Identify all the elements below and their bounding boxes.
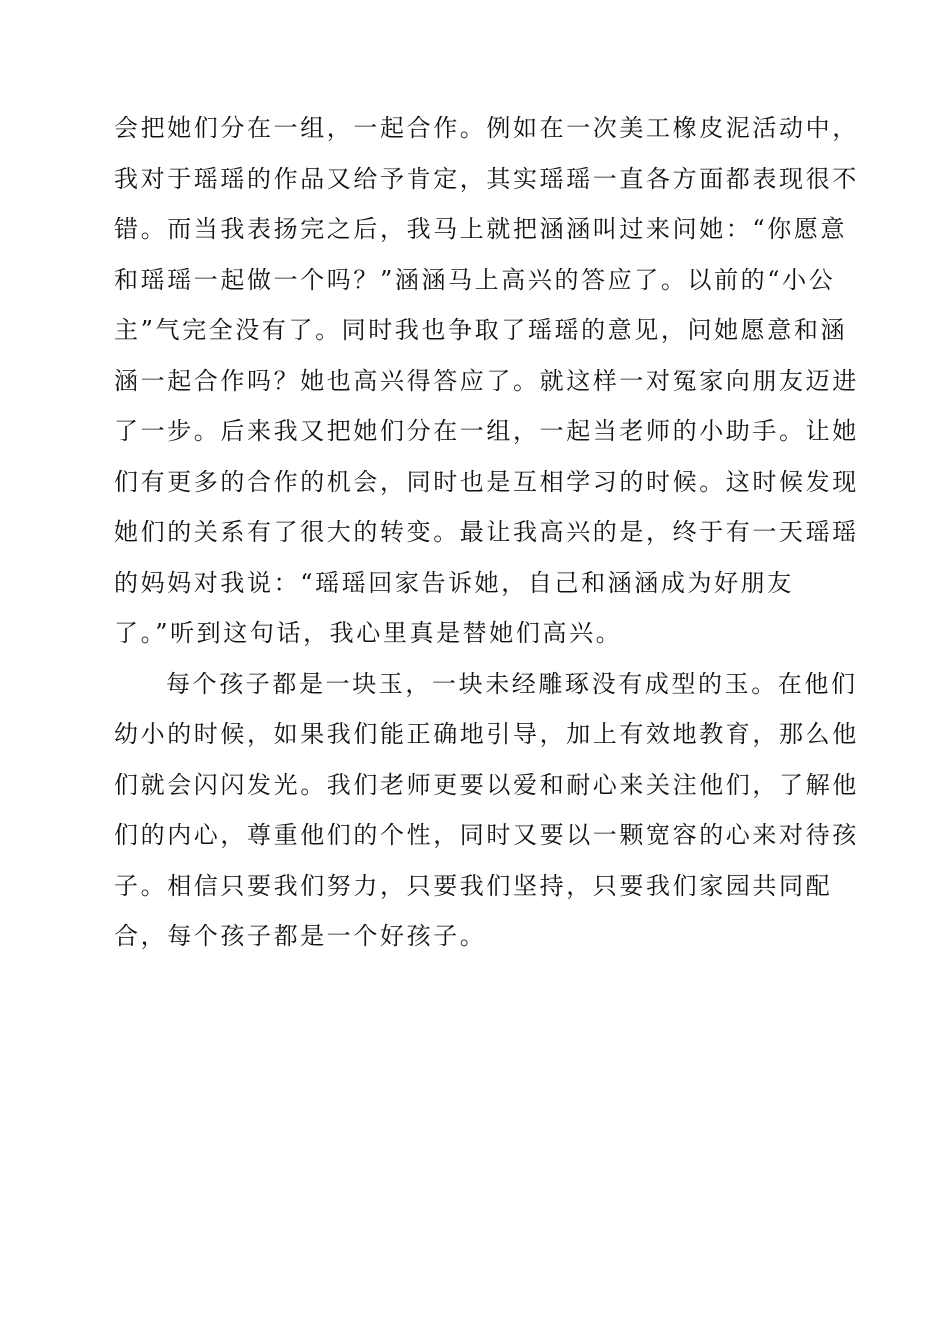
paragraph-1-line-10: 的妈妈对我说：“瑶瑶回家告诉她，自己和涵涵成为好朋友: [114, 568, 794, 597]
paragraph-2-line-5: 子。相信只要我们努力，只要我们坚持，只要我们家园共同配: [114, 871, 833, 900]
paragraph-1-line-9: 她们的关系有了很大的转变。最让我高兴的是，终于有一天瑶瑶: [114, 518, 859, 546]
paragraph-2-line-3: 们就会闪闪发光。我们老师更要以爱和耐心来关注他们，了解他: [114, 770, 859, 799]
paragraph-1-line-6: 涵一起合作吗？她也高兴得答应了。就这样一对冤家向朋友迈进: [114, 366, 859, 395]
paragraph-1-line-11: 了。”听到这句话，我心里真是替她们高兴。: [114, 619, 623, 647]
paragraph-1-line-8: 们有更多的合作的机会，同时也是互相学习的时候。这时候发现: [114, 467, 859, 496]
paragraph-1-line-3: 错。而当我表扬完之后，我马上就把涵涵叫过来问她：“你愿意: [114, 215, 848, 243]
paragraph-2-line-4: 们的内心，尊重他们的个性，同时又要以一颗宽容的心来对待孩: [114, 821, 859, 849]
body-text: [114, 103, 859, 962]
paragraph-2-line-2: 幼小的时候，如果我们能正确地引导，加上有效地教育，那么他: [114, 720, 859, 748]
paragraph-2-line-1: 每个孩子都是一块玉，一块未经雕琢没有成型的玉。在他们: [166, 669, 858, 698]
paragraph-1-line-5: 主”气完全没有了。同时我也争取了瑶瑶的意见，问她愿意和涵: [114, 316, 848, 344]
paragraph-1-line-2: 我对于瑶瑶的作品又给予肯定，其实瑶瑶一直各方面都表现很不: [114, 164, 859, 193]
paragraph-2-line-6: 合，每个孩子都是一个好孩子。: [114, 922, 487, 950]
paragraph-1-line-4: 和瑶瑶一起做一个吗？”涵涵马上高兴的答应了。以前的“小公: [114, 265, 836, 294]
paragraph-1-line-1: 会把她们分在一组，一起合作。例如在一次美工橡皮泥活动中，: [114, 114, 859, 142]
paragraph-1-line-7: 了一步。后来我又把她们分在一组，一起当老师的小助手。让她: [114, 417, 859, 445]
